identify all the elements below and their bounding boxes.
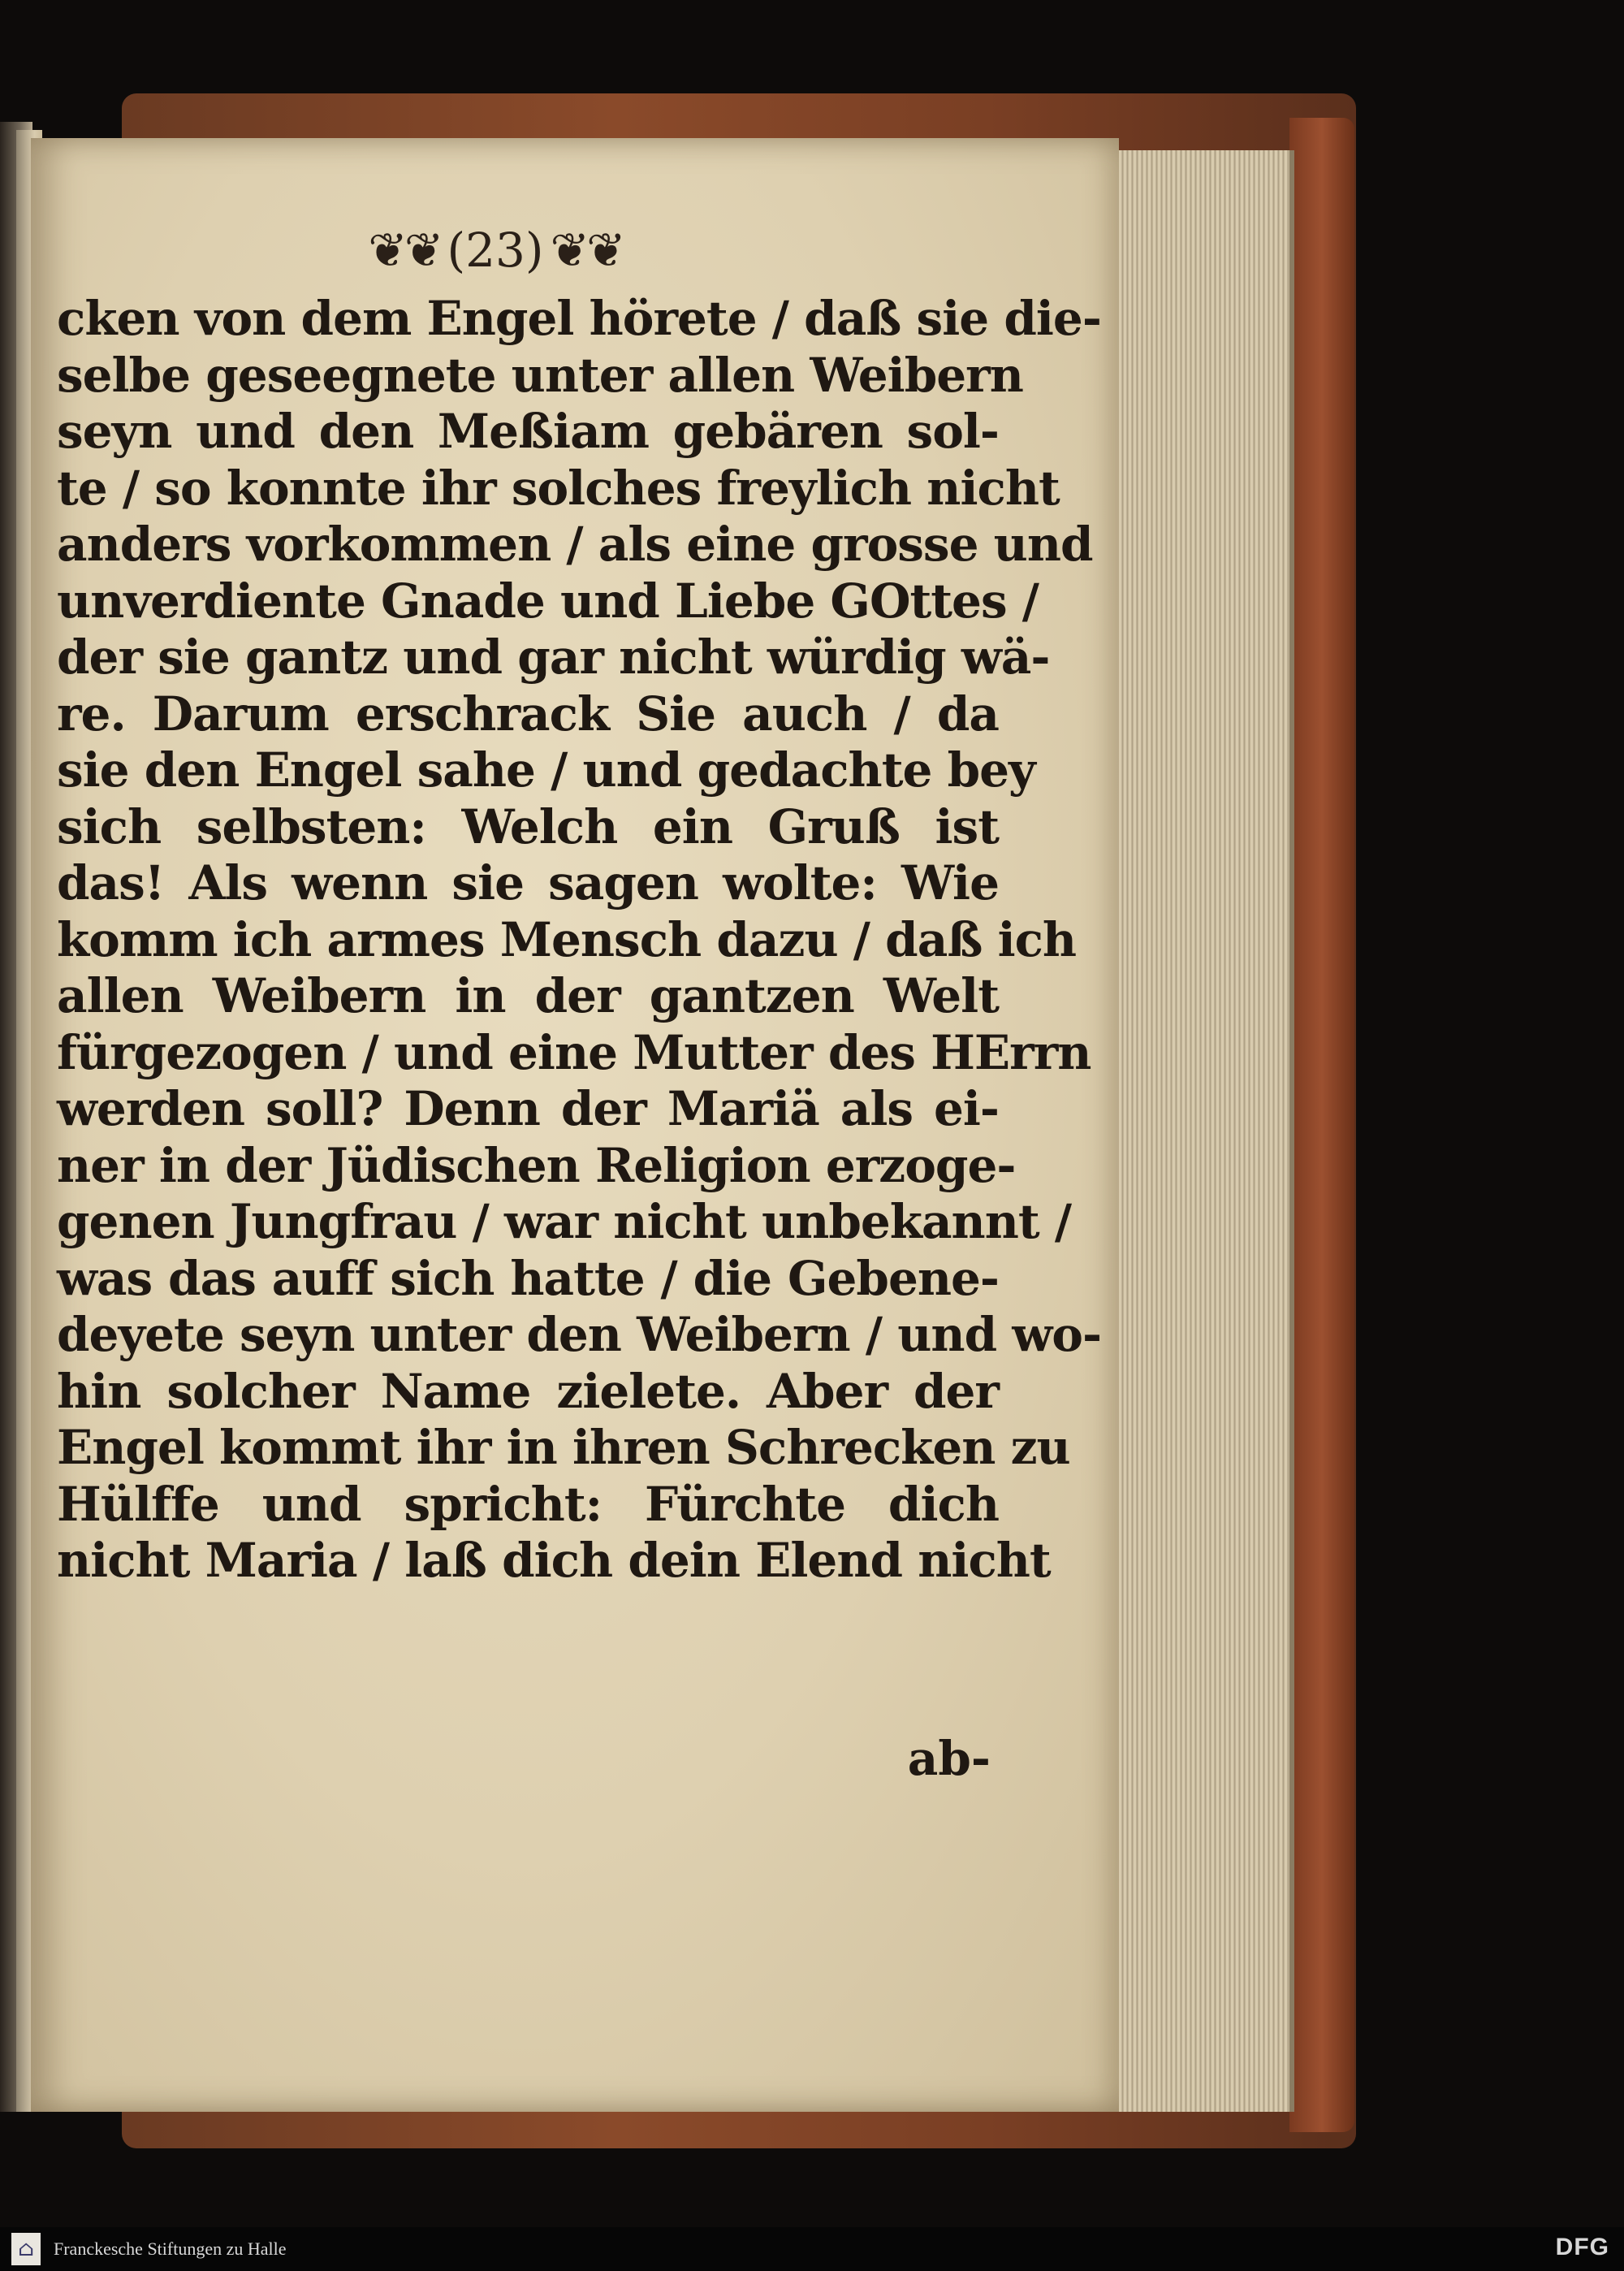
text-line: der sie gantz und gar nicht würdig wä-	[57, 629, 1050, 685]
page-number: (23)	[447, 223, 544, 278]
institution-name[interactable]: Franckesche Stiftungen zu Halle	[54, 2239, 287, 2259]
text-line: sie den Engel sahe / und gedachte bey	[57, 742, 1035, 798]
ornament-right-icon: ❦❦	[550, 223, 623, 278]
text-line: fürgezogen / und eine Mutter des HErrn	[57, 1024, 1091, 1080]
dfg-logo[interactable]: DFG	[1555, 2234, 1609, 2260]
text-line: selbe geseegnete unter allen Weibern	[57, 347, 1023, 403]
text-line: seyn und den Meßiam gebären sol-	[57, 404, 999, 459]
text-line: te / so konnte ihr solches freylich nicht	[57, 460, 1060, 516]
text-line: re. Darum erschrack Sie auch / da	[57, 686, 999, 742]
text-line: anders vorkommen / als eine grosse und	[57, 517, 1093, 572]
page-header	[321, 218, 670, 283]
text-line: unverdiente Gnade und Liebe GOttes /	[57, 573, 1039, 629]
text-line: deyete seyn unter den Weibern / und wo-	[57, 1307, 1102, 1362]
text-line: hin solcher Name zielete. Aber der	[57, 1363, 999, 1419]
page-stack-edges	[1119, 150, 1294, 2112]
cover-edge	[1289, 118, 1354, 2132]
text-line: genen Jungfrau / war nicht unbekannt /	[57, 1194, 1072, 1249]
ornament-left-icon: ❦❦	[368, 223, 441, 278]
text-line: sich selbsten: Welch ein Gruß ist	[57, 798, 999, 854]
text-line: allen Weibern in der gantzen Welt	[57, 968, 999, 1023]
text-line: werden soll? Denn der Mariä als ei-	[57, 1081, 999, 1136]
text-line: komm ich armes Mensch dazu / daß ich	[57, 911, 1077, 967]
body-text	[57, 291, 1102, 1590]
text-line: was das auff sich hatte / die Gebene-	[57, 1250, 999, 1306]
footer-bar	[0, 2227, 1624, 2271]
text-line: Hülffe und spricht: Fürchte dich	[57, 1476, 999, 1532]
catchword: ab-	[907, 1731, 991, 1786]
text-line: ner in der Jüdischen Religion erzoge-	[57, 1137, 1016, 1193]
text-line: Engel kommt ihr in ihren Schrecken zu	[57, 1420, 1070, 1475]
text-line: das! Als wenn sie sagen wolte: Wie	[57, 855, 999, 911]
text-line: cken von dem Engel hörete / daß sie die-	[57, 291, 1101, 346]
text-line: nicht Maria / laß dich dein Elend nicht	[57, 1533, 1051, 1588]
institution-logo-icon[interactable]: ⌂	[11, 2233, 41, 2265]
